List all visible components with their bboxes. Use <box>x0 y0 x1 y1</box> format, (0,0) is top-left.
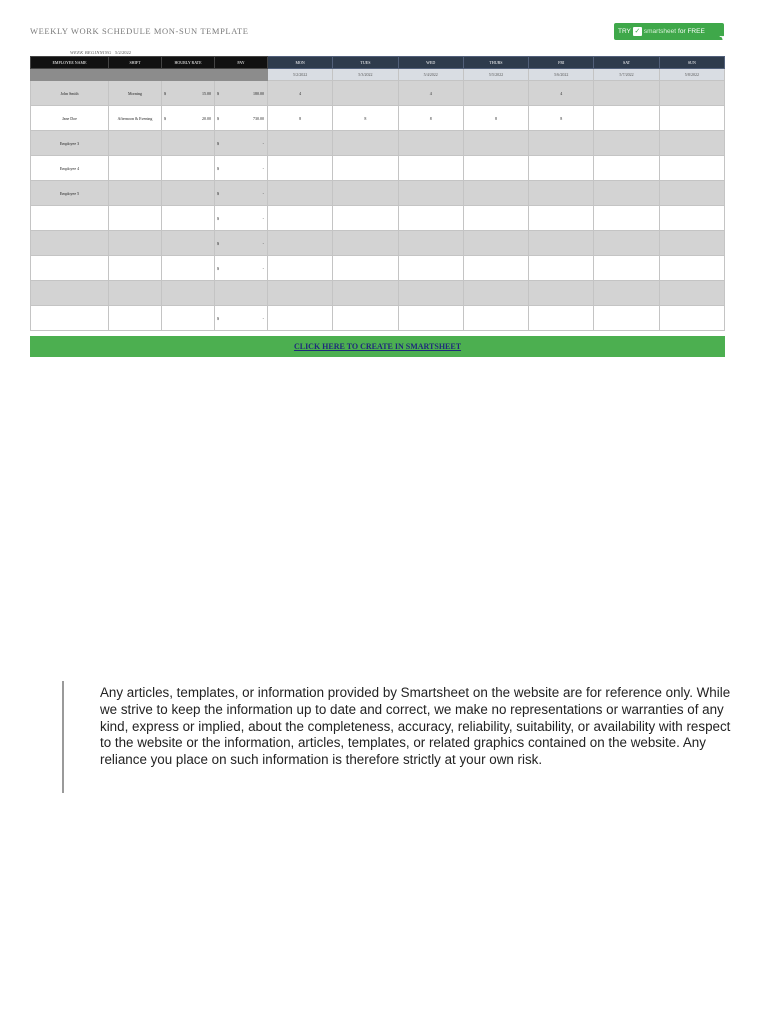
hours-cell[interactable] <box>463 281 528 306</box>
hours-cell[interactable] <box>268 306 333 331</box>
hours-cell[interactable] <box>594 206 659 231</box>
hours-cell[interactable] <box>659 206 724 231</box>
hours-cell[interactable] <box>594 131 659 156</box>
shift-cell[interactable] <box>109 131 162 156</box>
currency-symbol: $ <box>217 165 219 171</box>
hourly-rate-cell[interactable] <box>162 231 215 256</box>
hours-cell[interactable]: 8 <box>333 106 398 131</box>
date-cell[interactable]: 5/7/2022 <box>594 69 659 81</box>
col-employee-name: EMPLOYEE NAME <box>31 57 109 69</box>
employee-name-cell[interactable]: Employee 3 <box>31 131 109 156</box>
pay-value: - <box>262 240 264 246</box>
date-row-spacer <box>31 69 268 81</box>
col-day: SUN <box>659 57 724 69</box>
date-cell[interactable]: 5/4/2022 <box>398 69 463 81</box>
hours-cell[interactable] <box>268 131 333 156</box>
table-row <box>31 206 725 231</box>
date-cell[interactable]: 5/3/2022 <box>333 69 398 81</box>
date-cell[interactable]: 5/6/2022 <box>529 69 594 81</box>
hours-cell[interactable] <box>594 281 659 306</box>
date-cell[interactable]: 5/8/2022 <box>659 69 724 81</box>
schedule-table <box>30 56 725 331</box>
col-day: THURS <box>463 57 528 69</box>
table-row <box>31 131 725 156</box>
pay-cell[interactable] <box>215 131 268 156</box>
hourly-rate-cell[interactable] <box>162 256 215 281</box>
pay-value: - <box>262 140 264 146</box>
hours-cell[interactable] <box>463 156 528 181</box>
hourly-rate-cell[interactable] <box>162 106 215 131</box>
currency-symbol: $ <box>217 115 219 121</box>
hours-cell[interactable] <box>659 281 724 306</box>
table-row <box>31 156 725 181</box>
currency-symbol: $ <box>217 140 219 146</box>
hours-cell[interactable] <box>463 181 528 206</box>
date-row <box>31 69 725 81</box>
hours-cell[interactable] <box>529 231 594 256</box>
employee-name-cell[interactable] <box>31 206 109 231</box>
col-day: MON <box>268 57 333 69</box>
hours-cell[interactable] <box>333 206 398 231</box>
hourly-rate-cell[interactable] <box>162 181 215 206</box>
employee-name-cell[interactable] <box>31 306 109 331</box>
currency-symbol: $ <box>217 315 219 321</box>
hourly-rate-cell[interactable] <box>162 306 215 331</box>
hours-cell[interactable] <box>333 281 398 306</box>
hours-cell[interactable] <box>659 256 724 281</box>
hours-cell[interactable]: 4 <box>529 81 594 106</box>
hourly-rate-cell[interactable] <box>162 281 215 306</box>
pay-cell[interactable] <box>215 256 268 281</box>
date-cell[interactable]: 5/5/2022 <box>463 69 528 81</box>
hours-cell[interactable] <box>268 156 333 181</box>
employee-name-cell[interactable] <box>31 256 109 281</box>
brand-label: smartsheet <box>643 28 677 35</box>
hours-cell[interactable] <box>529 181 594 206</box>
pay-cell[interactable] <box>215 281 268 306</box>
hours-cell[interactable] <box>529 281 594 306</box>
hours-cell[interactable] <box>398 231 463 256</box>
hours-cell[interactable]: 8 <box>398 106 463 131</box>
hours-cell[interactable] <box>463 306 528 331</box>
hours-cell[interactable] <box>594 256 659 281</box>
employee-name-cell[interactable]: Jane Doe <box>31 106 109 131</box>
hours-cell[interactable] <box>659 156 724 181</box>
hours-cell[interactable]: 4 <box>398 81 463 106</box>
hours-cell[interactable] <box>463 256 528 281</box>
pay-cell[interactable] <box>215 181 268 206</box>
date-cell[interactable]: 5/2/2022 <box>268 69 333 81</box>
currency-symbol: $ <box>217 190 219 196</box>
hours-cell[interactable] <box>268 231 333 256</box>
pointer-cursor-icon: ☚ <box>718 33 727 43</box>
pay-cell[interactable] <box>215 231 268 256</box>
try-label: TRY <box>618 28 631 35</box>
shift-cell[interactable] <box>109 281 162 306</box>
hours-cell[interactable] <box>659 306 724 331</box>
pay-value: - <box>262 165 264 171</box>
col-pay: PAY <box>215 57 268 69</box>
table-row <box>31 181 725 206</box>
hours-cell[interactable] <box>463 206 528 231</box>
pay-value: 180.00 <box>253 90 264 96</box>
shift-cell[interactable] <box>109 231 162 256</box>
shift-cell[interactable] <box>109 306 162 331</box>
create-in-smartsheet-link[interactable]: CLICK HERE TO CREATE IN SMARTSHEET <box>30 336 725 357</box>
col-shift: SHIFT <box>109 57 162 69</box>
table-row <box>31 281 725 306</box>
pay-value: - <box>262 215 264 221</box>
hours-cell[interactable] <box>463 81 528 106</box>
col-day: SAT <box>594 57 659 69</box>
rate-value: 20.00 <box>202 115 211 121</box>
currency-symbol: $ <box>217 265 219 271</box>
employee-name-cell[interactable]: Employee 4 <box>31 156 109 181</box>
hours-cell[interactable] <box>529 256 594 281</box>
table-row <box>31 256 725 281</box>
shift-cell[interactable] <box>109 156 162 181</box>
hours-cell[interactable] <box>659 181 724 206</box>
hours-cell[interactable] <box>594 231 659 256</box>
pay-cell[interactable] <box>215 306 268 331</box>
page-title: WEEKLY WORK SCHEDULE MON-SUN TEMPLATE <box>30 26 249 36</box>
checkmark-icon: ✓ <box>634 28 641 35</box>
hours-cell[interactable]: 8 <box>529 106 594 131</box>
hours-cell[interactable]: 4 <box>268 81 333 106</box>
hourly-rate-cell[interactable] <box>162 206 215 231</box>
hours-cell[interactable] <box>463 131 528 156</box>
currency-symbol: $ <box>217 90 219 96</box>
col-day: FRI <box>529 57 594 69</box>
hours-cell[interactable]: 8 <box>463 106 528 131</box>
pay-value: - <box>262 315 264 321</box>
hours-cell[interactable] <box>529 206 594 231</box>
col-hourly-rate: HOURLY RATE <box>162 57 215 69</box>
hours-cell[interactable] <box>398 256 463 281</box>
hours-cell[interactable] <box>659 81 724 106</box>
shift-cell[interactable]: Afternoon & Evening <box>109 106 162 131</box>
shift-cell[interactable] <box>109 181 162 206</box>
hours-cell[interactable] <box>529 306 594 331</box>
hours-cell[interactable] <box>398 181 463 206</box>
hours-cell[interactable] <box>333 231 398 256</box>
try-smartsheet-button[interactable] <box>614 23 727 43</box>
pay-value: - <box>262 265 264 271</box>
hours-cell[interactable] <box>594 81 659 106</box>
currency-symbol: $ <box>217 240 219 246</box>
pay-cell[interactable] <box>215 81 268 106</box>
hours-cell[interactable] <box>463 231 528 256</box>
hourly-rate-cell[interactable] <box>162 81 215 106</box>
hours-cell[interactable] <box>398 156 463 181</box>
week-beginning-label: WEEK BEGINNING <box>70 50 112 55</box>
hours-cell[interactable] <box>333 156 398 181</box>
col-day: WED <box>398 57 463 69</box>
hourly-rate-cell[interactable] <box>162 156 215 181</box>
hours-cell[interactable] <box>398 306 463 331</box>
currency-symbol: $ <box>217 215 219 221</box>
rate-value: 15.00 <box>202 90 211 96</box>
employee-name-cell[interactable]: John Smith <box>31 81 109 106</box>
hours-cell[interactable] <box>268 281 333 306</box>
table-row <box>31 231 725 256</box>
table-row <box>31 106 725 131</box>
free-label: for FREE <box>678 28 705 35</box>
hours-cell[interactable] <box>268 256 333 281</box>
hours-cell[interactable] <box>268 206 333 231</box>
hours-cell[interactable] <box>659 131 724 156</box>
hours-cell[interactable] <box>659 106 724 131</box>
hours-cell[interactable] <box>333 256 398 281</box>
pay-cell[interactable] <box>215 106 268 131</box>
pay-value: 730.00 <box>253 115 264 121</box>
hours-cell[interactable] <box>398 281 463 306</box>
week-beginning-value[interactable]: 5/2/2022 <box>115 50 132 55</box>
disclaimer-text: Any articles, templates, or information provided by Smartsheet on the website are for reference only. While we strive to keep the information up to date and correct, we make no representations or warranties of any kind, express or implied, about the completeness, accuracy, reliability, suitability, or availability with respect to the website or the information, articles, templates, or related graphics contained on the website. Any reliance you place on such information is therefore strictly at your own risk. <box>100 685 731 768</box>
currency-symbol: $ <box>164 90 166 96</box>
hours-cell[interactable]: 8 <box>268 106 333 131</box>
hours-cell[interactable] <box>594 156 659 181</box>
hours-cell[interactable] <box>333 306 398 331</box>
hours-cell[interactable] <box>659 231 724 256</box>
hours-cell[interactable] <box>594 106 659 131</box>
currency-symbol: $ <box>164 115 166 121</box>
disclaimer-divider <box>62 681 64 793</box>
employee-name-cell[interactable]: Employee 5 <box>31 181 109 206</box>
hours-cell[interactable] <box>333 81 398 106</box>
employee-name-cell[interactable] <box>31 231 109 256</box>
hours-cell[interactable] <box>529 131 594 156</box>
hourly-rate-cell[interactable] <box>162 131 215 156</box>
header-row <box>31 57 725 69</box>
pay-cell[interactable] <box>215 156 268 181</box>
hours-cell[interactable] <box>398 131 463 156</box>
table-row <box>31 306 725 331</box>
pay-cell[interactable] <box>215 206 268 231</box>
employee-name-cell[interactable] <box>31 281 109 306</box>
shift-cell[interactable] <box>109 256 162 281</box>
hours-cell[interactable] <box>333 131 398 156</box>
hours-cell[interactable] <box>333 181 398 206</box>
shift-cell[interactable]: Morning <box>109 81 162 106</box>
table-row <box>31 81 725 106</box>
hours-cell[interactable] <box>398 206 463 231</box>
col-day: TUES <box>333 57 398 69</box>
hours-cell[interactable] <box>268 181 333 206</box>
hours-cell[interactable] <box>594 181 659 206</box>
pay-value: - <box>262 190 264 196</box>
shift-cell[interactable] <box>109 206 162 231</box>
hours-cell[interactable] <box>529 156 594 181</box>
hours-cell[interactable] <box>594 306 659 331</box>
